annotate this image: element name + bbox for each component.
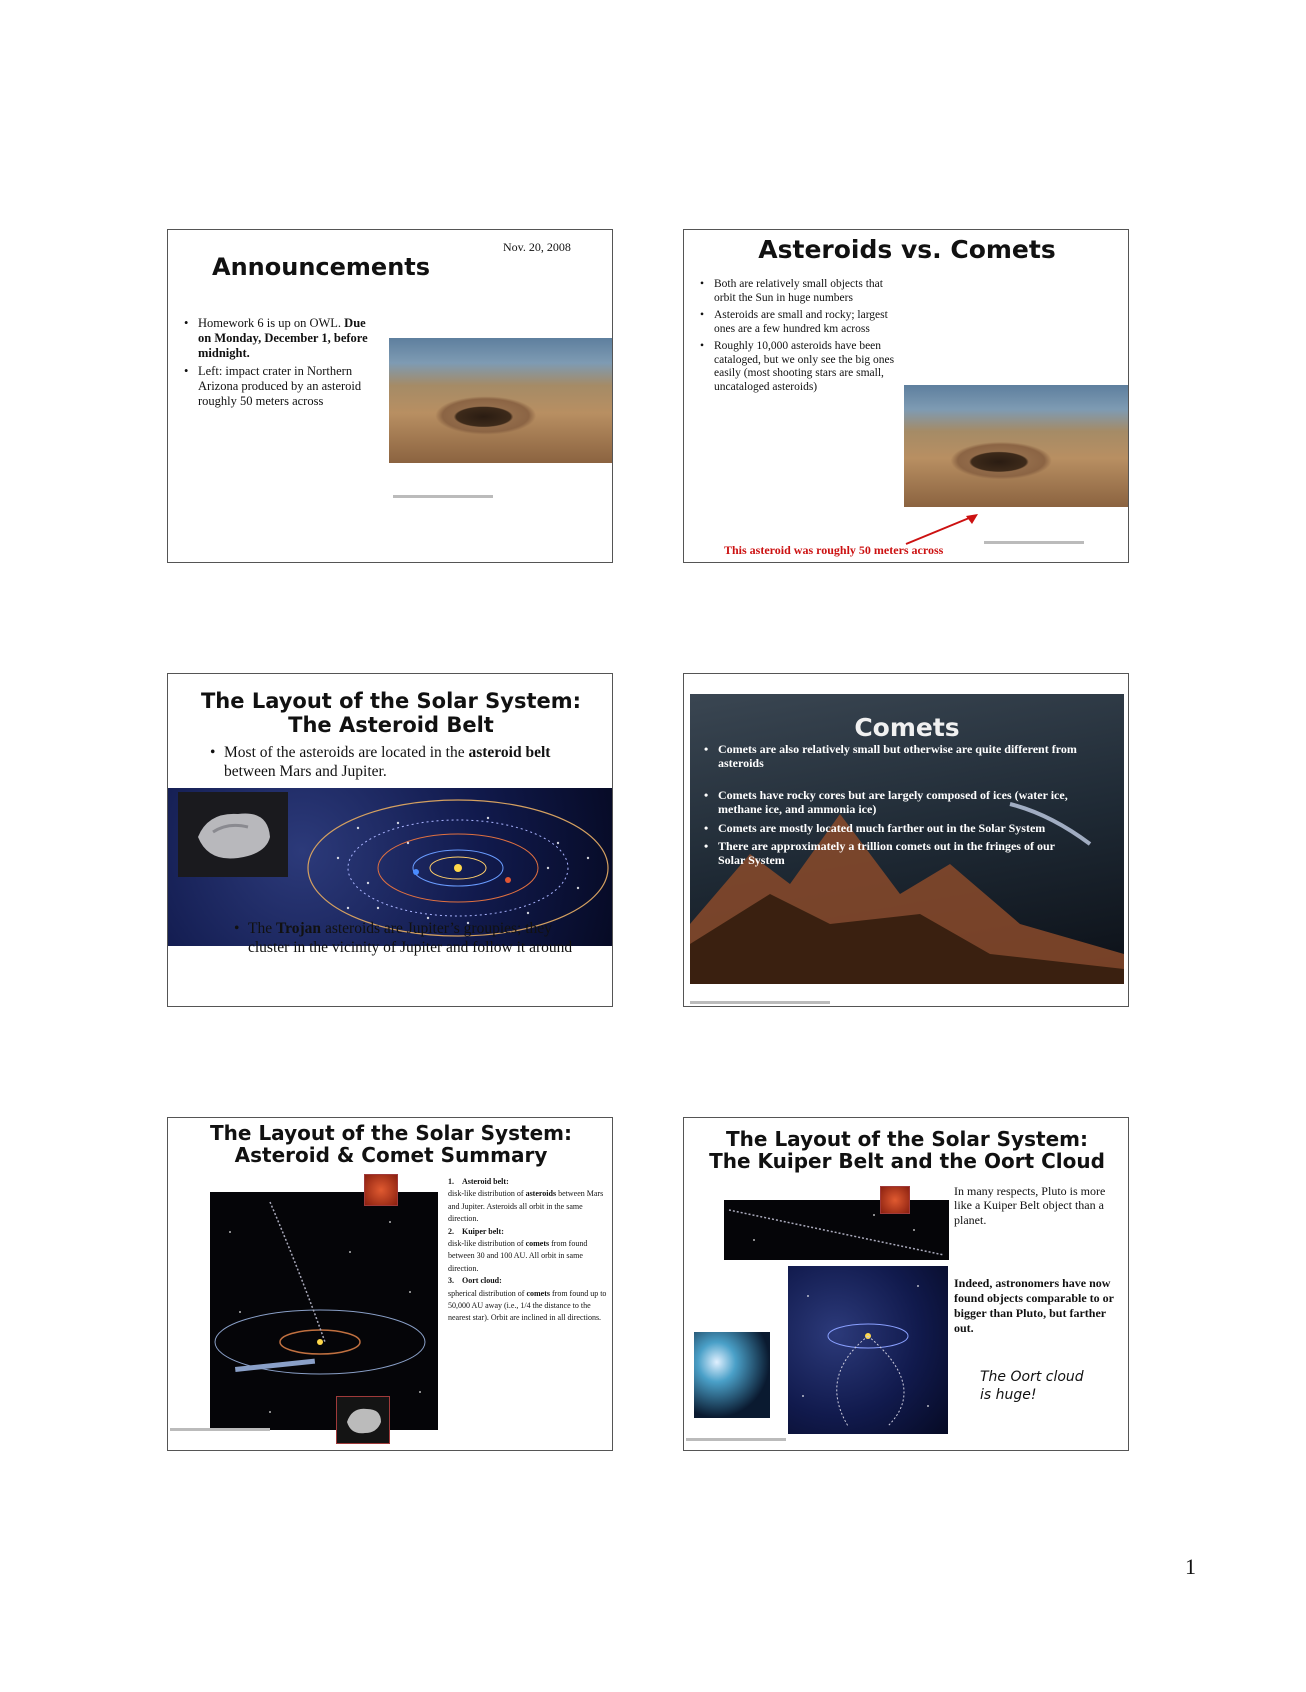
- summary-list: [448, 1176, 608, 1325]
- bullet-item: • There are approximately a trillion comets out in the fringes of our Solar System: [702, 839, 1082, 867]
- summary-item: 3. Oort cloud: spherical distribution of comets from found up to 50,000 AU away (i.e., 1/4 the distance to the nearest star). Orbit are inclined in all directions.: [448, 1276, 607, 1323]
- inset-orange-photo: [364, 1174, 398, 1206]
- slide-announcements: [167, 229, 613, 563]
- crater-photo: [904, 385, 1129, 507]
- solar-system-diagram: [210, 1192, 438, 1430]
- slide-date: Nov. 20, 2008: [503, 240, 571, 254]
- handwritten-note: The Oort cloud is huge!: [980, 1369, 1084, 1404]
- asteroid-photo: [178, 792, 288, 877]
- bullet-list: [698, 278, 898, 399]
- slide-title: [168, 1122, 613, 1167]
- bullet-list: [702, 742, 1082, 871]
- summary-item: 2. Kuiper belt: disk-like distribution of comets from found between 30 and 100 AU. All orbit in same direction.: [448, 1226, 588, 1273]
- summary-item: 1. Asteroid belt: disk-like distribution of asteroids between Mars and Jupiter. Asteroids all orbit in the same direction.: [448, 1177, 604, 1224]
- slide-asteroid-comet-summary: [167, 1117, 613, 1451]
- title-line: Asteroid & Comet Summary: [234, 1143, 548, 1168]
- image-credit: [690, 1001, 830, 1004]
- slide-asteroids-vs-comets: [683, 229, 1129, 563]
- bullet-item: • Left: impact crater in Northern Arizona produced by an asteroid roughly 50 meters across: [182, 364, 382, 408]
- bullet-item: • Comets have rocky cores but are largely composed of ices (water ice, methane ice, and ammonia ice): [702, 788, 1082, 816]
- bullet-item: • Homework 6 is up on OWL. Due on Monday, December 1, before midnight.: [182, 316, 382, 360]
- slide-kuiper-oort: [683, 1117, 1129, 1451]
- title-line: The Asteroid Belt: [288, 712, 494, 737]
- kuiper-belt-photo: [724, 1200, 949, 1260]
- pluto-paragraph: In many respects, Pluto is more like a Kuiper Belt object than a planet.: [954, 1184, 1106, 1227]
- bullet-item: • Roughly 10,000 asteroids have been cataloged, but we only see the big ones easily (most shooting stars are small, uncataloged asteroids): [698, 340, 898, 394]
- image-credit: [170, 1428, 270, 1431]
- bullet-item: • Both are relatively small objects that orbit the Sun in huge numbers: [698, 278, 898, 305]
- inset-orange-photo: [880, 1186, 910, 1214]
- slide-title: [168, 690, 613, 737]
- arrow-icon: [904, 508, 984, 548]
- image-credit: [984, 541, 1084, 544]
- bullet-item: • Asteroids are small and rocky; largest ones are a few hundred km across: [698, 309, 898, 336]
- caption-text: This asteroid was roughly 50 meters across: [724, 543, 944, 557]
- slide-asteroid-belt: [167, 673, 613, 1007]
- bullet-item: • Comets are also relatively small but otherwise are quite different from asteroids: [702, 742, 1082, 770]
- page-number: 1: [1185, 1554, 1196, 1579]
- crater-photo: [389, 338, 613, 463]
- slide-title: Comets: [854, 713, 960, 742]
- bullet-list: [182, 316, 382, 413]
- oort-cloud-diagram: [788, 1266, 948, 1434]
- bullet-item: • The Trojan asteroids are Jupiter’s groupies; they cluster in the vicinity of Jupiter and follow it around: [232, 920, 592, 957]
- astronomers-paragraph: Indeed, astronomers have now found objects comparable to or bigger than Pluto, but farther out.: [954, 1276, 1114, 1335]
- bullet-item: • Most of the asteroids are located in the asteroid belt between Mars and Jupiter.: [208, 744, 588, 781]
- slide-title: [684, 1128, 1129, 1173]
- title-line: The Layout of the Solar System:: [726, 1127, 1088, 1151]
- title-line: The Layout of the Solar System:: [210, 1121, 572, 1145]
- image-credit: [686, 1438, 786, 1441]
- comet-photo: [694, 1332, 770, 1418]
- image-credit: [393, 495, 493, 498]
- bullet-list: [208, 744, 588, 785]
- bullet-list: [232, 920, 592, 961]
- title-line: The Kuiper Belt and the Oort Cloud: [709, 1149, 1105, 1174]
- slide-comets: [683, 673, 1129, 1007]
- bullet-item: • Comets are mostly located much farther out in the Solar System: [702, 821, 1082, 835]
- slide-title: Asteroids vs. Comets: [758, 235, 1056, 264]
- title-line: The Layout of the Solar System:: [200, 689, 582, 713]
- inset-asteroid-photo: [336, 1396, 390, 1444]
- slide-title: Announcements: [212, 253, 431, 281]
